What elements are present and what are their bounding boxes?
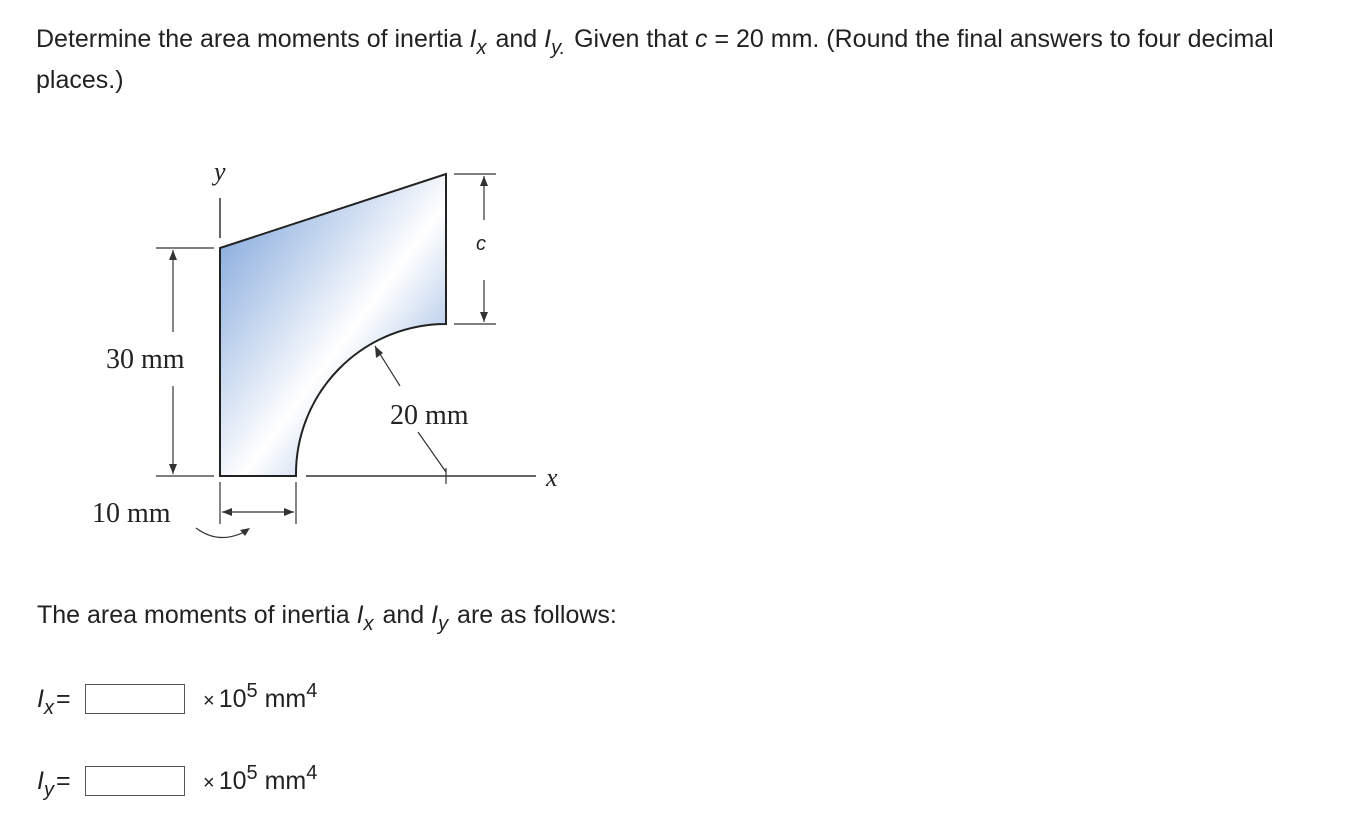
iy-answer-row <box>37 761 317 801</box>
ix-unit-exponent: 4 <box>306 679 318 702</box>
ix-answer-label <box>37 684 85 719</box>
dim10-arrow-left <box>222 508 232 516</box>
figure-svg <box>80 150 600 570</box>
dim10-leader-arrow <box>240 528 250 536</box>
iy-answer-label <box>37 766 85 801</box>
iy-exponent: 5 <box>246 761 258 784</box>
iy-times-sign: × <box>203 771 215 794</box>
iy-equals: = <box>55 766 71 795</box>
question-part1: Determine the area moments of inertia <box>36 25 470 53</box>
ix-answer-input[interactable] <box>85 684 185 714</box>
dim-30mm-label: 30 mm <box>106 344 185 375</box>
followup-ix-symbol: I <box>356 601 364 629</box>
iy-subscript: y. <box>551 37 566 59</box>
problem-figure <box>80 150 600 570</box>
ix-base: 10 <box>218 684 247 713</box>
iy-answer-input[interactable] <box>85 766 185 796</box>
ix-subscript: x <box>476 37 487 59</box>
question-part3: Given that <box>567 25 695 53</box>
followup-iy-subscript: y <box>438 613 449 635</box>
ix-unit-mm: mm <box>264 684 307 713</box>
ix-equals: = <box>55 684 71 713</box>
answer-prompt <box>37 598 617 634</box>
ix-times-sign: × <box>203 689 215 712</box>
followup-part1: The area moments of inertia <box>37 601 357 629</box>
dim30-arrow-down <box>169 464 177 474</box>
c-label: c <box>476 233 486 255</box>
ix-answer-symbol: I <box>37 684 44 713</box>
radius-dim-lower <box>418 432 446 472</box>
dim10-leader <box>196 528 248 538</box>
followup-ix-subscript: x <box>363 613 374 635</box>
dim-20mm-label: 20 mm <box>390 400 469 431</box>
dim10-arrow-right <box>284 508 294 516</box>
ix-answer-subscript: x <box>43 696 54 719</box>
c-arrow-down <box>480 312 488 322</box>
ix-symbol: I <box>469 25 477 53</box>
iy-unit <box>203 761 318 796</box>
ix-answer-row <box>37 679 317 719</box>
iy-unit-exponent: 4 <box>306 761 318 784</box>
x-axis-label: x <box>546 463 558 492</box>
question-text <box>36 20 1336 100</box>
followup-iy-symbol: I <box>431 601 439 629</box>
c-arrow-up <box>480 176 488 186</box>
ix-unit <box>203 679 318 714</box>
y-axis-label: y <box>214 157 226 186</box>
iy-answer-symbol: I <box>37 766 44 795</box>
iy-answer-subscript: y <box>43 778 54 801</box>
question-part4: = 20 mm. (Round the final answers to four decimal places.) <box>36 25 1274 94</box>
iy-symbol: I <box>544 25 552 53</box>
c-symbol: c <box>695 25 708 53</box>
dim30-arrow-up <box>169 250 177 260</box>
dim-10mm-label: 10 mm <box>92 498 171 529</box>
iy-base: 10 <box>218 766 247 795</box>
iy-unit-mm: mm <box>264 766 307 795</box>
followup-part3: are as follows: <box>450 601 617 629</box>
ix-exponent: 5 <box>246 679 258 702</box>
followup-part2: and <box>375 601 432 629</box>
question-part2: and <box>488 25 545 53</box>
